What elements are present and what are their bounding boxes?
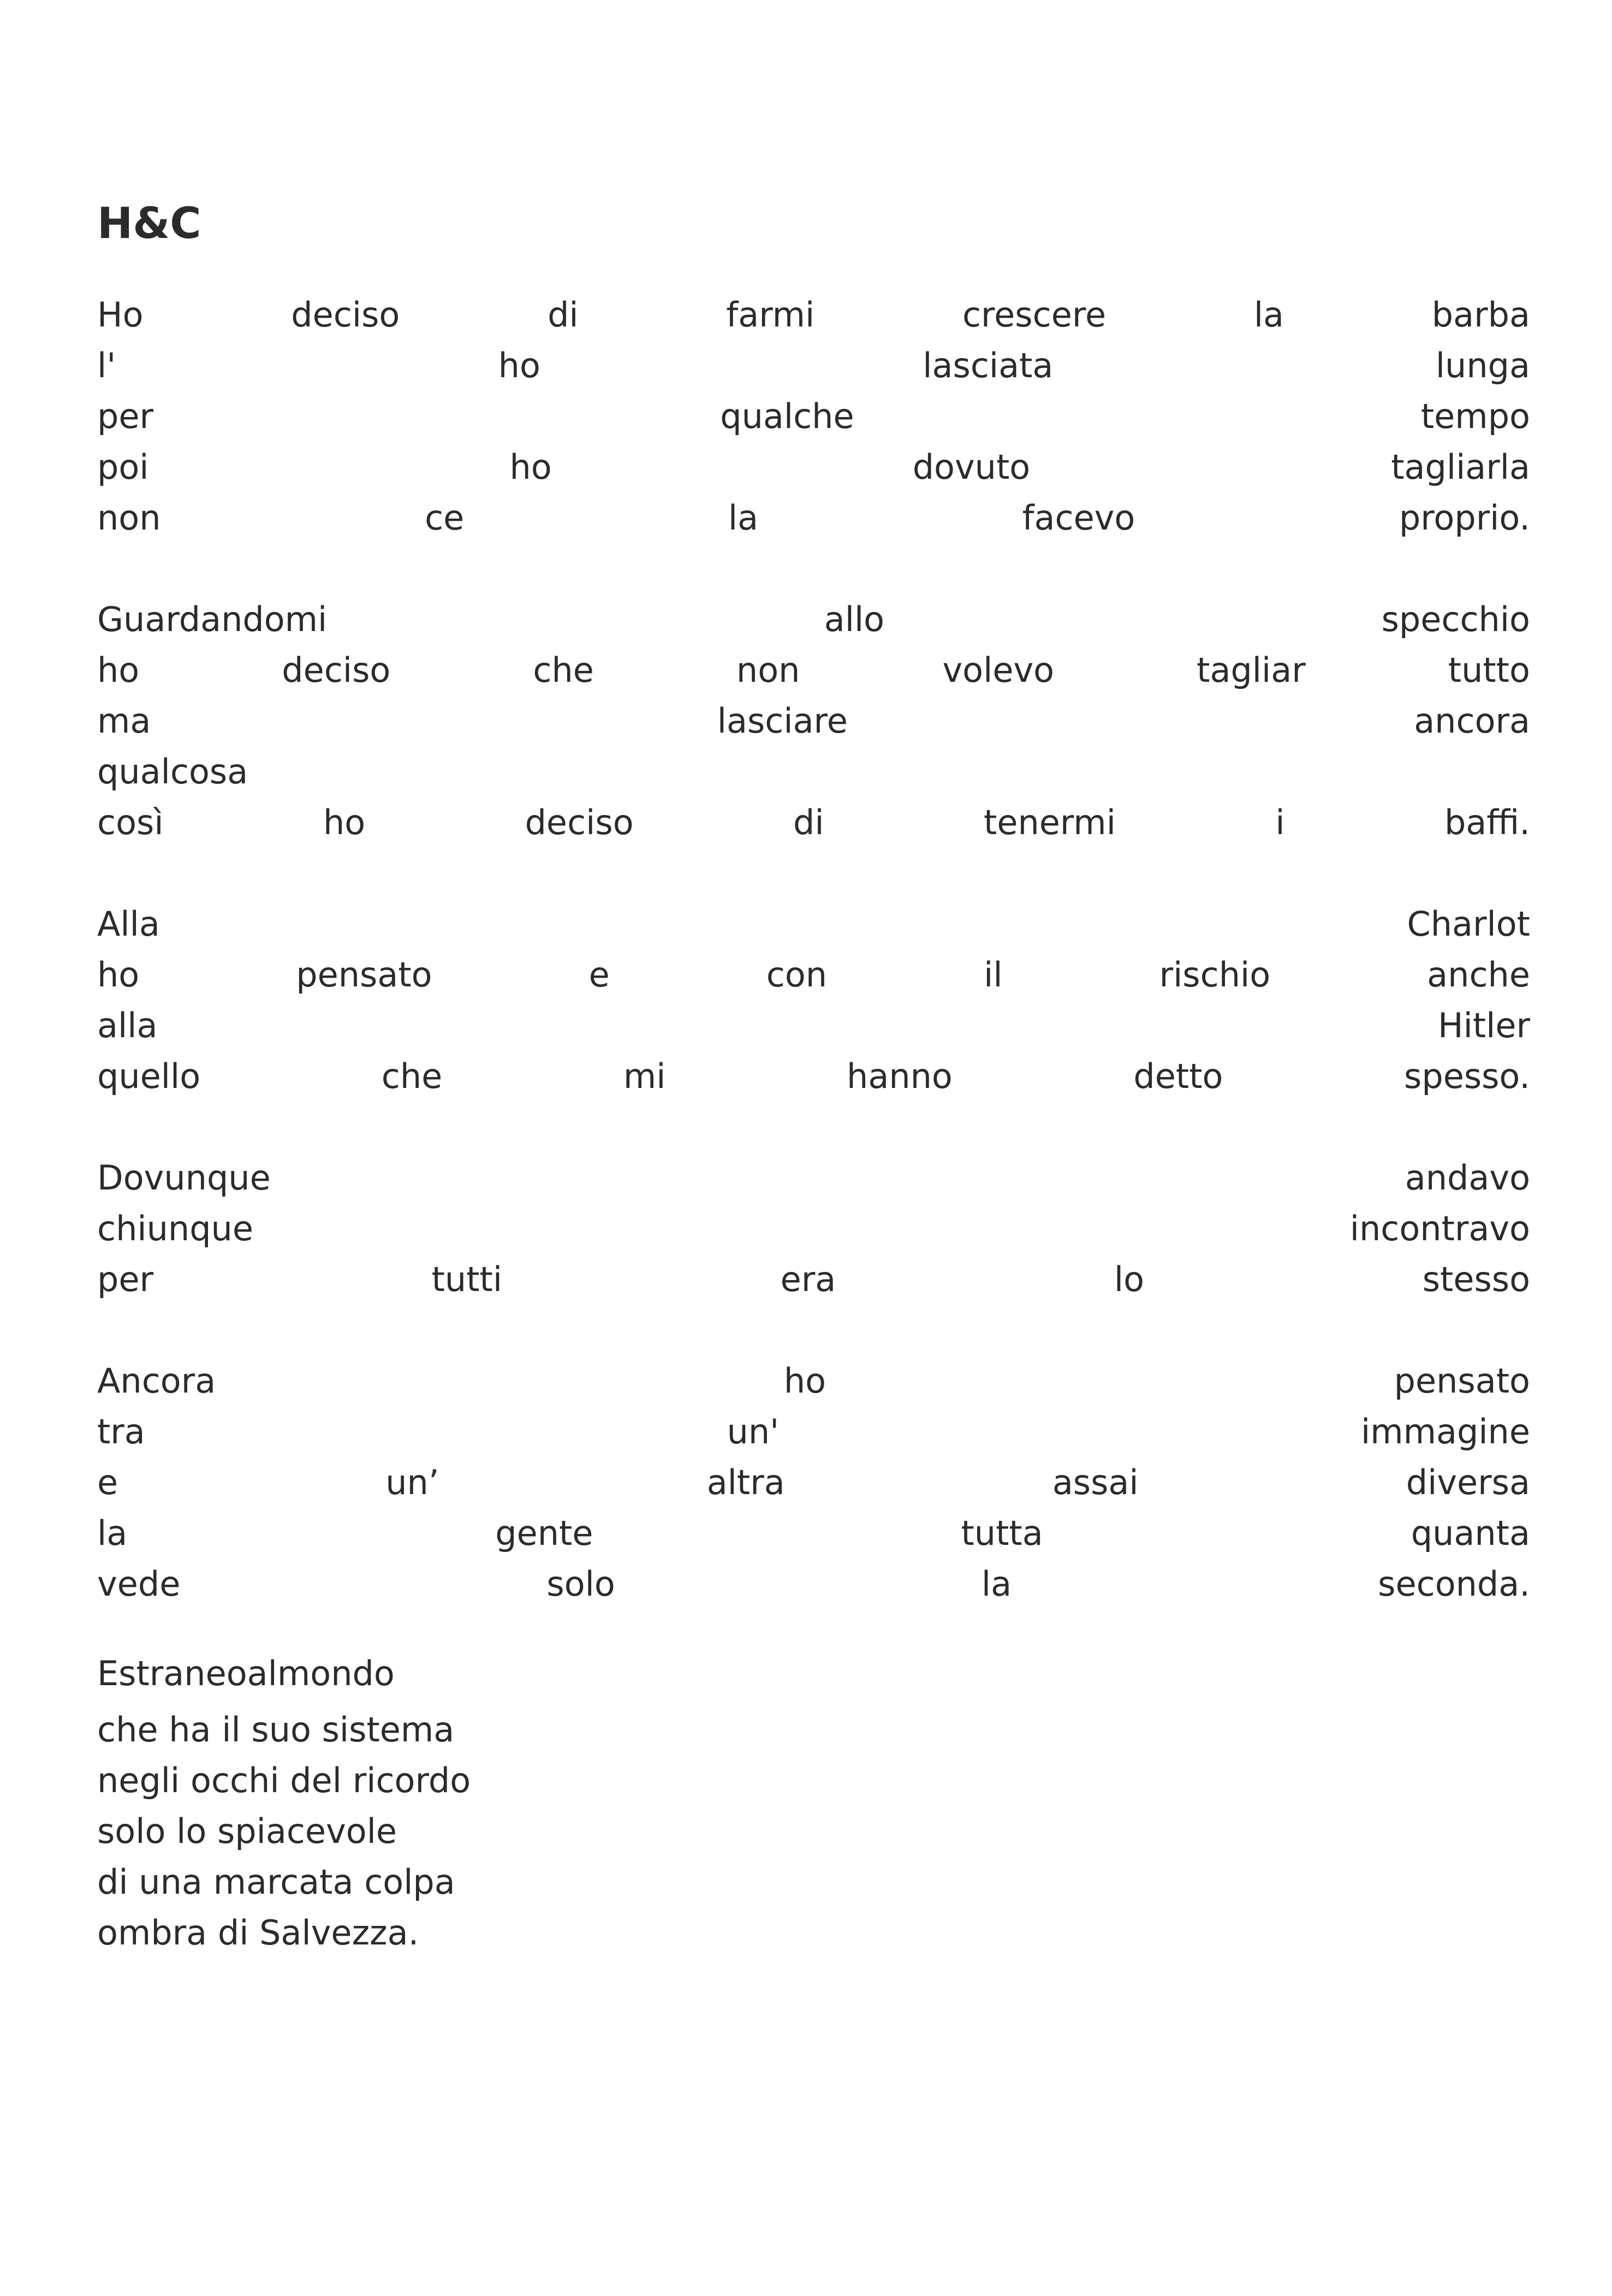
poem-word: lo [1114, 1259, 1145, 1299]
poem-word: deciso [525, 802, 634, 842]
poem-line [97, 949, 1530, 1000]
poem-word: deciso [291, 295, 400, 335]
poem-word: proprio. [1399, 498, 1530, 538]
poem-line [97, 797, 1530, 848]
poem-word: qualche [720, 396, 854, 436]
poem-word: la [97, 1513, 128, 1553]
poem-word: alla [97, 1006, 158, 1045]
poem-word: tempo [1420, 396, 1530, 436]
poem-word: per [97, 1259, 153, 1299]
poem-word: tutti [431, 1259, 503, 1299]
poem-title: H&C [97, 199, 201, 248]
poem-word: che [381, 1056, 443, 1096]
poem-word: per [97, 396, 153, 436]
final-stanza [97, 1704, 1530, 1958]
poem-word: tra [97, 1412, 145, 1452]
poem-line: che ha il suo sistema [97, 1710, 455, 1750]
poem-word: tagliarla [1391, 447, 1530, 487]
poem-word: farmi [726, 295, 815, 335]
poem-word: così [97, 802, 164, 842]
poem-body [97, 289, 1530, 1609]
poem-word: la [728, 498, 759, 538]
poem-word: Dovunque [97, 1158, 271, 1198]
stanza [97, 1152, 1530, 1305]
poem-word: Hitler [1437, 1006, 1530, 1045]
poem-line: negli occhi del ricordo [97, 1760, 471, 1800]
poem-word: gente [495, 1513, 593, 1553]
poem-word: facevo [1022, 498, 1135, 538]
poem-word: qualcosa [97, 752, 248, 792]
poem-word: poi [97, 447, 149, 487]
poem-line [97, 289, 1530, 340]
poem-word: seconda. [1378, 1564, 1530, 1604]
poem-word: Charlot [1407, 904, 1530, 944]
poem-line [97, 594, 1530, 645]
poem-word: chiunque [97, 1209, 253, 1248]
poem-word: ho [97, 955, 140, 995]
poem-word: rischio [1159, 955, 1271, 995]
poem-word: ho [783, 1361, 826, 1401]
poem-line [97, 492, 1530, 543]
poem-word: ce [425, 498, 465, 538]
poem-word: un’ [385, 1462, 439, 1502]
poem-word: ho [498, 346, 540, 385]
poem-word: ho [97, 650, 140, 690]
poem-word: specchio [1381, 599, 1530, 639]
document-page [97, 197, 1530, 1958]
poem-line [97, 1457, 1530, 1508]
poem-word: spesso. [1404, 1056, 1530, 1096]
poem-word: di [793, 802, 824, 842]
poem-word: l' [97, 346, 116, 385]
poem-word: lasciata [923, 346, 1054, 385]
poem-word: ho [509, 447, 552, 487]
poem-word: e [97, 1462, 118, 1502]
poem-word: la [981, 1564, 1012, 1604]
poem-word: baffi. [1444, 802, 1530, 842]
poem-word: mi [623, 1056, 666, 1096]
poem-word: volevo [942, 650, 1055, 690]
poem-word: tutta [961, 1513, 1043, 1553]
poem-word: tutto [1448, 650, 1530, 690]
poem-line [97, 899, 1530, 949]
poem-word: non [97, 498, 161, 538]
poem-word: barba [1431, 295, 1530, 335]
poem-line [97, 1254, 1530, 1305]
poem-word: ancora [1414, 701, 1530, 741]
poem-line: di una marcata colpa [97, 1862, 455, 1902]
poem-word: Alla [97, 904, 160, 944]
poem-word: solo [546, 1564, 615, 1604]
poem-line [97, 1000, 1530, 1051]
poem-line: solo lo spiacevole [97, 1811, 397, 1851]
poem-line [97, 746, 1530, 797]
poem-line [97, 1406, 1530, 1457]
stanza [97, 899, 1530, 1102]
poem-word: la [1253, 295, 1284, 335]
poem-word: pensato [1394, 1361, 1530, 1401]
poem-word: stesso [1422, 1259, 1530, 1299]
poem-line [97, 645, 1530, 695]
stanza [97, 289, 1530, 543]
poem-word: Ho [97, 295, 144, 335]
stanza [97, 594, 1530, 848]
poem-word: quanta [1411, 1513, 1530, 1553]
poem-word: dovuto [912, 447, 1031, 487]
poem-word: andavo [1405, 1158, 1530, 1198]
poem-word: e [588, 955, 610, 995]
poem-word: tenermi [984, 802, 1116, 842]
poem-word: anche [1427, 955, 1530, 995]
poem-word: assai [1052, 1462, 1139, 1502]
poem-word: lunga [1435, 346, 1530, 385]
poem-word: altra [706, 1462, 785, 1502]
poem-line [97, 391, 1530, 442]
poem-word: detto [1133, 1056, 1223, 1096]
poem-word: Guardandomi [97, 599, 328, 639]
poem-word: il [984, 955, 1003, 995]
poem-word: deciso [282, 650, 391, 690]
poem-line [97, 1355, 1530, 1406]
poem-line [97, 442, 1530, 492]
poem-word: i [1275, 802, 1285, 842]
poem-word: tagliar [1197, 650, 1306, 690]
poem-word: non [736, 650, 800, 690]
poem-word: immagine [1360, 1412, 1530, 1452]
poem-word: quello [97, 1056, 201, 1096]
poem-line [97, 1051, 1530, 1102]
poem-line [97, 340, 1530, 391]
poem-word: era [780, 1259, 836, 1299]
poem-word: vede [97, 1564, 181, 1604]
poem-line [97, 1203, 1530, 1254]
poem-word: ho [323, 802, 366, 842]
poem-line [97, 1152, 1530, 1203]
poem-word: che [533, 650, 594, 690]
poem-word: crescere [962, 295, 1107, 335]
poem-word: un' [727, 1412, 780, 1452]
stanza [97, 1355, 1530, 1609]
poem-word: di [548, 295, 579, 335]
poem-line [97, 1508, 1530, 1559]
poem-word: ma [97, 701, 151, 741]
poem-word: Ancora [97, 1361, 216, 1401]
poem-word: con [766, 955, 828, 995]
poem-word: lasciare [717, 701, 848, 741]
author-signature: Estraneoalmondo [97, 1653, 395, 1693]
poem-line [97, 695, 1530, 746]
poem-word: allo [824, 599, 885, 639]
poem-word: pensato [296, 955, 432, 995]
poem-line [97, 1559, 1530, 1609]
poem-word: incontravo [1349, 1209, 1530, 1248]
poem-word: hanno [847, 1056, 953, 1096]
poem-word: diversa [1406, 1462, 1530, 1502]
poem-line: ombra di Salvezza. [97, 1913, 419, 1953]
